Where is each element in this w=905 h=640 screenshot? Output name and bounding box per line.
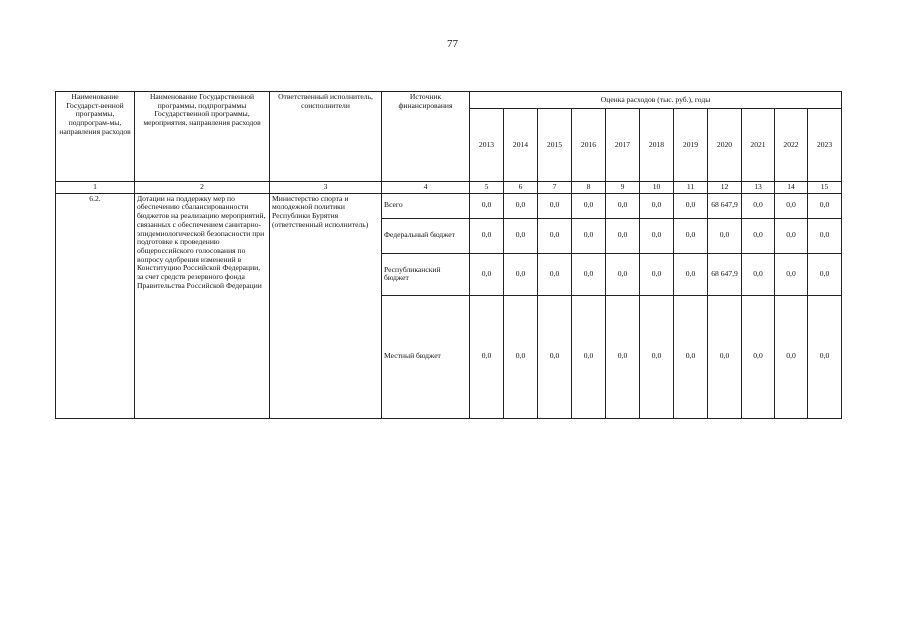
value-cell: 0,0 bbox=[808, 193, 842, 218]
header-executor: Ответственный исполнитель, соисполнители bbox=[270, 92, 382, 182]
column-number: 2 bbox=[135, 182, 270, 194]
value-cell: 0,0 bbox=[742, 295, 775, 418]
value-cell: 0,0 bbox=[808, 218, 842, 253]
value-cell: 0,0 bbox=[674, 295, 708, 418]
value-cell: 0,0 bbox=[775, 218, 808, 253]
funding-source-label: Федеральный бюджет bbox=[382, 218, 470, 253]
header-year-2016: 2016 bbox=[572, 109, 606, 182]
value-cell: 0,0 bbox=[640, 218, 674, 253]
value-cell: 0,0 bbox=[538, 253, 572, 295]
column-number: 3 bbox=[270, 182, 382, 194]
header-cost-estimate: Оценка расходов (тыс. руб.), годы bbox=[470, 92, 842, 109]
value-cell: 0,0 bbox=[606, 193, 640, 218]
value-cell: 0,0 bbox=[572, 253, 606, 295]
header-funding-source: Источник финансирования bbox=[382, 92, 470, 182]
value-cell: 0,0 bbox=[504, 193, 538, 218]
value-cell: 0,0 bbox=[504, 253, 538, 295]
column-number: 4 bbox=[382, 182, 470, 194]
header-year-2013: 2013 bbox=[470, 109, 504, 182]
header-year-2023: 2023 bbox=[808, 109, 842, 182]
value-cell: 0,0 bbox=[775, 253, 808, 295]
value-cell: 0,0 bbox=[504, 218, 538, 253]
header-year-2017: 2017 bbox=[606, 109, 640, 182]
value-cell: 0,0 bbox=[470, 295, 504, 418]
value-cell: 0,0 bbox=[808, 295, 842, 418]
header-year-2020: 2020 bbox=[708, 109, 742, 182]
value-cell: 0,0 bbox=[674, 193, 708, 218]
header-year-2021: 2021 bbox=[742, 109, 775, 182]
column-number: 14 bbox=[775, 182, 808, 194]
value-cell: 0,0 bbox=[775, 193, 808, 218]
header-year-2014: 2014 bbox=[504, 109, 538, 182]
table-row bbox=[56, 193, 842, 218]
column-number: 1 bbox=[56, 182, 135, 194]
value-cell: 0,0 bbox=[708, 295, 742, 418]
value-cell: 0,0 bbox=[606, 218, 640, 253]
row-executor: Министерство спорта и молодежной политики Республики Бурятия (ответственный исполнитель) bbox=[270, 193, 382, 418]
budget-table bbox=[55, 91, 842, 419]
header-year-2019: 2019 bbox=[674, 109, 708, 182]
value-cell: 0,0 bbox=[606, 253, 640, 295]
row-number: 6.2. bbox=[56, 193, 135, 418]
value-cell: 0,0 bbox=[572, 193, 606, 218]
value-cell: 0,0 bbox=[538, 193, 572, 218]
funding-source-label: Республиканский бюджет bbox=[382, 253, 470, 295]
header-year-2022: 2022 bbox=[775, 109, 808, 182]
value-cell: 0,0 bbox=[708, 218, 742, 253]
header-year-2015: 2015 bbox=[538, 109, 572, 182]
column-number: 13 bbox=[742, 182, 775, 194]
value-cell: 0,0 bbox=[775, 295, 808, 418]
funding-source-label: Всего bbox=[382, 193, 470, 218]
value-cell: 68 647,9 bbox=[708, 253, 742, 295]
value-cell: 68 647,9 bbox=[708, 193, 742, 218]
row-description: Дотации на поддержку мер по обеспечению сбалансированности бюджетов на реализацию мероприятий, связанных с обеспечением санитарно-эпидемиологической безопасности при подготовке к проведению общероссийского голосования по вопросу одобрения изменений в Конституцию Российской Федерации, за счет средств резервного фонда Правительства Российской Федерации bbox=[135, 193, 270, 418]
column-number: 12 bbox=[708, 182, 742, 194]
value-cell: 0,0 bbox=[742, 253, 775, 295]
column-number: 9 bbox=[606, 182, 640, 194]
value-cell: 0,0 bbox=[470, 193, 504, 218]
value-cell: 0,0 bbox=[742, 218, 775, 253]
value-cell: 0,0 bbox=[674, 253, 708, 295]
header-subprogram-name: Наименование Государственной программы, подпрограммы Государственной программы, мероприятия, направления расходов bbox=[135, 92, 270, 182]
value-cell: 0,0 bbox=[640, 193, 674, 218]
column-number: 8 bbox=[572, 182, 606, 194]
value-cell: 0,0 bbox=[742, 193, 775, 218]
value-cell: 0,0 bbox=[470, 218, 504, 253]
column-number: 5 bbox=[470, 182, 504, 194]
funding-source-label: Местный бюджет bbox=[382, 295, 470, 418]
value-cell: 0,0 bbox=[538, 218, 572, 253]
value-cell: 0,0 bbox=[674, 218, 708, 253]
value-cell: 0,0 bbox=[572, 295, 606, 418]
column-number: 15 bbox=[808, 182, 842, 194]
header-year-2018: 2018 bbox=[640, 109, 674, 182]
column-number: 7 bbox=[538, 182, 572, 194]
value-cell: 0,0 bbox=[808, 253, 842, 295]
value-cell: 0,0 bbox=[572, 218, 606, 253]
value-cell: 0,0 bbox=[538, 295, 572, 418]
column-number: 10 bbox=[640, 182, 674, 194]
column-number: 11 bbox=[674, 182, 708, 194]
header-program-name: Наименование Государст-венной программы, подпрограм-мы, направления расходов bbox=[56, 92, 135, 182]
value-cell: 0,0 bbox=[640, 253, 674, 295]
value-cell: 0,0 bbox=[606, 295, 640, 418]
value-cell: 0,0 bbox=[640, 295, 674, 418]
value-cell: 0,0 bbox=[470, 253, 504, 295]
column-number: 6 bbox=[504, 182, 538, 194]
page-number: 77 bbox=[447, 38, 458, 50]
value-cell: 0,0 bbox=[504, 295, 538, 418]
